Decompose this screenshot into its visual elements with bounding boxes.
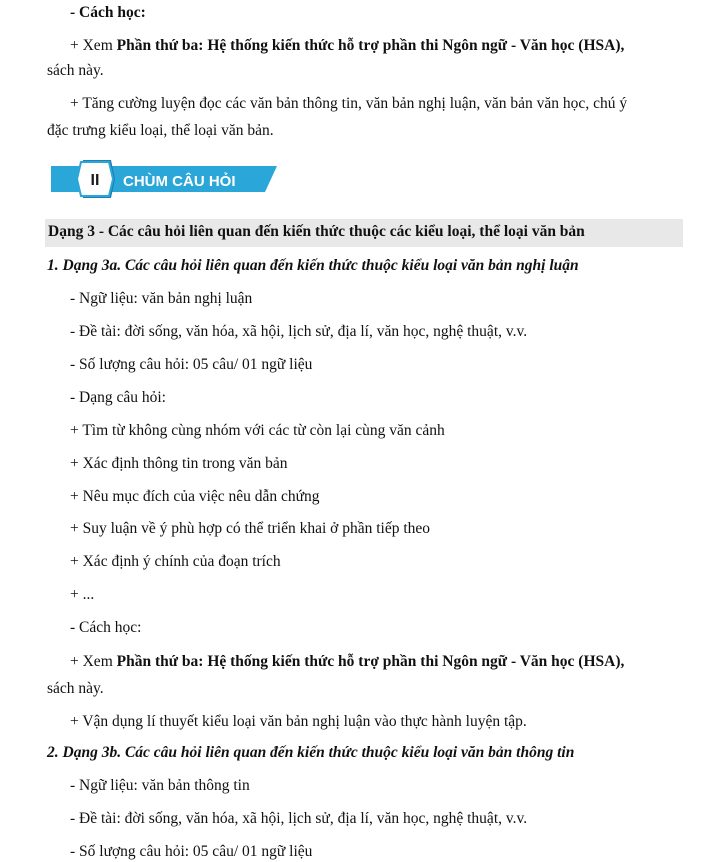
list-item: - Đề tài: đời sống, văn hóa, xã hội, lịch sử, địa lí, văn học, nghệ thuật, v.v. xyxy=(70,810,528,827)
reference-cont: sách này. xyxy=(47,62,104,79)
banner-title: CHÙM CÂU HỎI xyxy=(123,173,236,190)
list-item: - Đề tài: đời sống, văn hóa, xã hội, lịch sử, địa lí, văn học, nghệ thuật, v.v. xyxy=(70,323,528,340)
cach-hoc-label: - Cách học: xyxy=(70,4,146,21)
list-item: - Dạng câu hỏi: xyxy=(70,389,166,406)
list-item: - Số lượng câu hỏi: 05 câu/ 01 ngữ liệu xyxy=(70,356,313,373)
reference-cont: sách này. xyxy=(47,680,104,697)
list-item: - Cách học: xyxy=(70,619,142,636)
section-title: Dạng 3 - Các câu hỏi liên quan đến kiến thức thuộc các kiểu loại, thể loại văn bản xyxy=(48,223,585,240)
list-item: + Xác định thông tin trong văn bản xyxy=(70,455,288,472)
list-item: + Nêu mục đích của việc nêu dẫn chứng xyxy=(70,488,320,505)
section-banner xyxy=(45,160,277,198)
list-item: + Xác định ý chính của đoạn trích xyxy=(70,553,281,570)
reading-line-2: đặc trưng kiểu loại, thể loại văn bản. xyxy=(47,122,274,139)
section-heading-bar xyxy=(45,219,683,247)
list-item: - Ngữ liệu: văn bản nghị luận xyxy=(70,290,253,307)
list-item: + Tìm từ không cùng nhóm với các từ còn lại cùng văn cảnh xyxy=(70,422,445,439)
part1-heading: 1. Dạng 3a. Các câu hỏi liên quan đến kiến thức thuộc kiểu loại văn bản nghị luận xyxy=(47,257,579,274)
banner-number: II xyxy=(90,172,100,189)
apply-line: + Vận dụng lí thuyết kiểu loại văn bản nghị luận vào thực hành luyện tập. xyxy=(70,713,527,730)
list-item: + Suy luận về ý phù hợp có thể triển khai ở phần tiếp theo xyxy=(70,520,431,537)
reference-line: + Xem Phần thứ ba: Hệ thống kiến thức hỗ trợ phần thi Ngôn ngữ - Văn học (HSA), xyxy=(70,37,625,54)
reading-line-1: + Tăng cường luyện đọc các văn bản thông tin, văn bản nghị luận, văn bản văn học, chú ý xyxy=(70,95,628,112)
list-item: - Ngữ liệu: văn bản thông tin xyxy=(70,777,250,794)
part2-heading: 2. Dạng 3b. Các câu hỏi liên quan đến kiến thức thuộc kiểu loại văn bản thông tin xyxy=(47,744,575,761)
list-item: - Số lượng câu hỏi: 05 câu/ 01 ngữ liệu xyxy=(70,843,313,860)
reference-line: + Xem Phần thứ ba: Hệ thống kiến thức hỗ trợ phần thi Ngôn ngữ - Văn học (HSA), xyxy=(70,653,625,670)
list-item: + ... xyxy=(70,586,95,603)
